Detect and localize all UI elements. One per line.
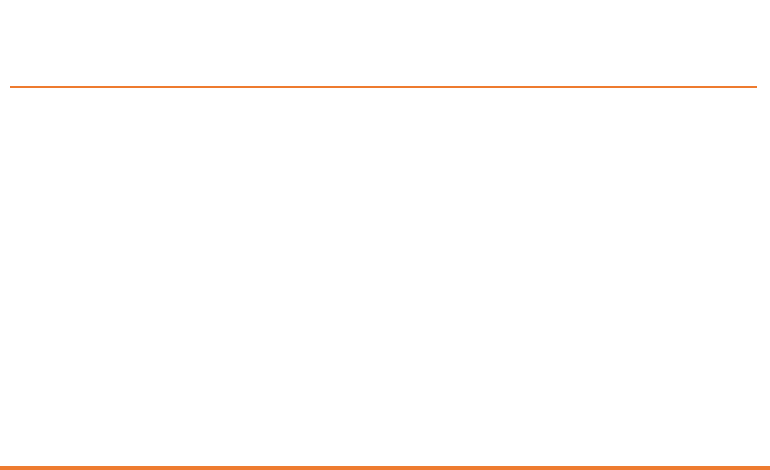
bottom-accent-bar <box>0 466 770 470</box>
table-header <box>10 64 757 88</box>
